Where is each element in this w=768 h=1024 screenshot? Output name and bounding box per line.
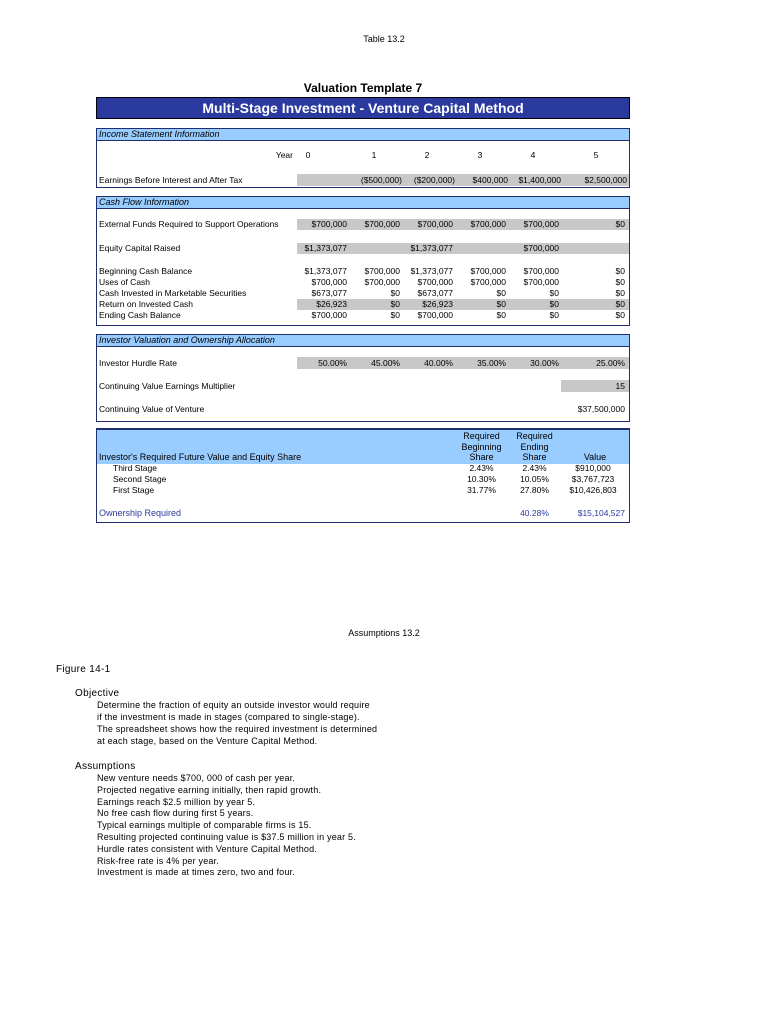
hurdle-cell: 35.00%	[455, 357, 508, 369]
assumption-line: No free cash flow during first 5 years.	[97, 808, 254, 819]
year-cell: 5	[593, 150, 599, 160]
page-title: Valuation Template 7	[303, 81, 423, 95]
hurdle-cell: 45.00%	[349, 357, 402, 369]
cash-flow-cell	[349, 243, 402, 254]
col-header-line: Required	[463, 431, 500, 441]
cash-flow-row-label: Cash Invested in Marketable Securities	[99, 288, 247, 298]
figure-label: Figure 14-1	[56, 664, 111, 675]
cash-flow-row	[97, 243, 629, 254]
cash-flow-cell: $0	[349, 299, 402, 310]
year-cell: 0	[305, 150, 311, 160]
cash-flow-row-label: Beginning Cash Balance	[99, 266, 193, 276]
stage-ending-share: 27.80%	[520, 485, 549, 495]
stage-label: Second Stage	[113, 474, 167, 484]
cash-flow-cell: $700,000	[508, 243, 561, 254]
cash-flow-row-label: Uses of Cash	[99, 277, 151, 287]
col-header-line: Ending	[520, 441, 549, 452]
investor-valuation-section	[96, 334, 630, 422]
cash-flow-row-label: External Funds Required to Support Operations	[99, 219, 279, 229]
ebit-label: Earnings Before Interest and After Tax	[99, 175, 243, 185]
cash-flow-row	[97, 219, 629, 230]
cash-flow-cell: $0	[390, 310, 400, 320]
stage-value: $910,000	[575, 463, 611, 473]
ebit-row	[97, 174, 629, 186]
ebit-cell: $1,400,000	[508, 174, 561, 186]
stage-ending-share: 2.43%	[522, 463, 547, 473]
hurdle-cell: 30.00%	[508, 357, 561, 369]
cash-flow-header: Cash Flow Information	[97, 197, 629, 209]
objective-line: Determine the fraction of equity an outside investor would require	[97, 700, 370, 710]
stage-ending-share: 10.05%	[520, 474, 549, 484]
hurdle-cell: 25.00%	[561, 357, 629, 369]
stage-label: First Stage	[113, 485, 155, 495]
year-label: Year	[275, 150, 293, 160]
cash-flow-cell: $700,000	[364, 277, 400, 287]
hurdle-cell: 40.00%	[402, 357, 455, 369]
cash-flow-cell: $0	[561, 219, 629, 230]
cash-flow-cell: $0	[508, 299, 561, 310]
ebit-cell: $2,500,000	[561, 174, 629, 186]
assumption-line: Hurdle rates consistent with Venture Capital Method.	[97, 843, 318, 854]
income-statement-header: Income Statement Information	[97, 129, 629, 141]
cash-flow-cell: $700,000	[523, 277, 559, 287]
cash-flow-cell: $0	[455, 299, 508, 310]
equity-share-section	[96, 428, 630, 523]
assumptions-label: Assumptions 13.2	[348, 628, 420, 638]
ownership-share: 40.28%	[520, 508, 549, 518]
ownership-value: $15,104,527	[577, 508, 625, 518]
cash-flow-cell: $1,373,077	[304, 266, 347, 276]
stage-row	[97, 485, 629, 496]
cash-flow-cell: $1,373,077	[402, 243, 455, 254]
cash-flow-cell: $700,000	[349, 219, 402, 230]
multiplier-label: Continuing Value Earnings Multiplier	[99, 381, 236, 391]
assumption-line: Risk-free rate is 4% per year.	[97, 855, 220, 866]
objective-line: at each stage, based on the Venture Capital Method.	[97, 736, 318, 746]
cash-flow-cell: $0	[496, 288, 506, 298]
cash-flow-cell: $0	[496, 310, 506, 320]
cash-flow-cell: $700,000	[311, 310, 347, 320]
cash-flow-row-label: Return on Invested Cash	[99, 299, 194, 309]
ebit-cell	[297, 174, 349, 186]
cash-flow-cell: $0	[615, 288, 625, 298]
cash-flow-row	[97, 288, 629, 299]
cash-flow-section	[96, 196, 630, 326]
objective-line: if the investment is made in stages (compared to single-stage).	[97, 712, 360, 722]
cash-flow-cell: $700,000	[523, 266, 559, 276]
year-cell: 1	[371, 150, 377, 160]
col-header-line: Required	[516, 431, 553, 441]
cash-flow-row	[97, 299, 629, 310]
table-label: Table 13.2	[363, 34, 405, 44]
continuing-value-cell: $37,500,000	[577, 404, 625, 414]
hurdle-row	[97, 357, 629, 369]
stage-label: Third Stage	[113, 463, 157, 473]
cash-flow-cell: $0	[561, 299, 629, 310]
year-row	[97, 149, 629, 161]
cash-flow-cell: $673,077	[417, 288, 453, 298]
year-cell: 2	[424, 150, 430, 160]
year-cell: 3	[477, 150, 483, 160]
required-ending-share-header	[508, 431, 561, 463]
continuing-value-label: Continuing Value of Venture	[99, 404, 205, 414]
stage-row	[97, 463, 629, 474]
cash-flow-cell: $700,000	[455, 219, 508, 230]
ownership-label: Ownership Required	[99, 508, 182, 518]
cash-flow-cell: $0	[549, 310, 559, 320]
cash-flow-cell: $700,000	[417, 310, 453, 320]
cash-flow-row-label: Equity Capital Raised	[99, 243, 181, 253]
required-beginning-share-header	[455, 431, 508, 463]
cash-flow-cell: $700,000	[311, 277, 347, 287]
cash-flow-cell: $26,923	[402, 299, 455, 310]
cash-flow-cell: $700,000	[364, 266, 400, 276]
year-cell: 4	[530, 150, 536, 160]
continuing-value-row	[97, 403, 629, 415]
cash-flow-cell: $700,000	[470, 277, 506, 287]
cash-flow-row	[97, 277, 629, 288]
cash-flow-row-label: Ending Cash Balance	[99, 310, 181, 320]
assumption-line: Investment is made at times zero, two and four.	[97, 867, 295, 878]
stage-beginning-share: 10.30%	[467, 474, 496, 484]
ebit-cell: ($200,000)	[402, 174, 455, 186]
assumption-line: Earnings reach $2.5 million by year 5.	[97, 796, 256, 807]
cash-flow-cell: $700,000	[508, 219, 561, 230]
multiplier-row	[97, 380, 629, 392]
assumptions-heading: Assumptions	[75, 761, 136, 772]
col-header-line: Share	[469, 452, 494, 462]
cash-flow-cell: $0	[615, 310, 625, 320]
stage-value: $10,426,803	[569, 485, 617, 495]
hurdle-label: Investor Hurdle Rate	[99, 358, 177, 368]
stage-beginning-share: 2.43%	[469, 463, 494, 473]
hurdle-cell: 50.00%	[297, 357, 349, 369]
stage-beginning-share: 31.77%	[467, 485, 496, 495]
cash-flow-cell: $700,000	[402, 219, 455, 230]
equity-share-header-band	[97, 430, 629, 464]
cash-flow-cell: $673,077	[311, 288, 347, 298]
cash-flow-row	[97, 266, 629, 277]
assumption-line: Projected negative earning initially, then rapid growth.	[97, 784, 322, 795]
assumption-line: New venture needs $700, 000 of cash per year.	[97, 773, 296, 783]
ebit-cell: ($500,000)	[349, 174, 402, 186]
cash-flow-cell: $1,373,077	[297, 243, 349, 254]
cash-flow-cell: $700,000	[297, 219, 349, 230]
stage-row	[97, 474, 629, 485]
cash-flow-cell: $0	[615, 266, 625, 276]
cash-flow-cell: $26,923	[297, 299, 349, 310]
multiplier-cell: 15	[561, 380, 629, 392]
cash-flow-cell	[561, 243, 629, 254]
cash-flow-cell: $700,000	[470, 266, 506, 276]
cash-flow-cell: $0	[615, 277, 625, 287]
cash-flow-cell: $0	[390, 288, 400, 298]
col-header-line: Share	[522, 452, 547, 462]
cash-flow-cell: $0	[549, 288, 559, 298]
income-statement-section	[96, 128, 630, 188]
ownership-row	[97, 507, 629, 519]
template-subtitle-bar: Multi-Stage Investment - Venture Capital Method	[96, 97, 630, 119]
col-header-line: Beginning	[461, 441, 502, 452]
assumption-line: Typical earnings multiple of comparable firms is 15.	[97, 820, 312, 831]
objective-heading: Objective	[75, 688, 120, 699]
stage-value: $3,767,723	[571, 474, 615, 484]
objective-line: The spreadsheet shows how the required investment is determined	[97, 724, 378, 734]
cash-flow-row	[97, 310, 629, 321]
cash-flow-cell	[455, 243, 508, 254]
equity-share-header: Investor's Required Future Value and Equity Share	[99, 452, 302, 462]
assumption-line: Resulting projected continuing value is $37.5 million in year 5.	[97, 832, 356, 842]
cash-flow-cell: $700,000	[417, 277, 453, 287]
value-header: Value	[583, 452, 607, 462]
cash-flow-cell: $1,373,077	[410, 266, 453, 276]
investor-valuation-header: Investor Valuation and Ownership Allocation	[97, 335, 629, 347]
ebit-cell: $400,000	[455, 174, 508, 186]
